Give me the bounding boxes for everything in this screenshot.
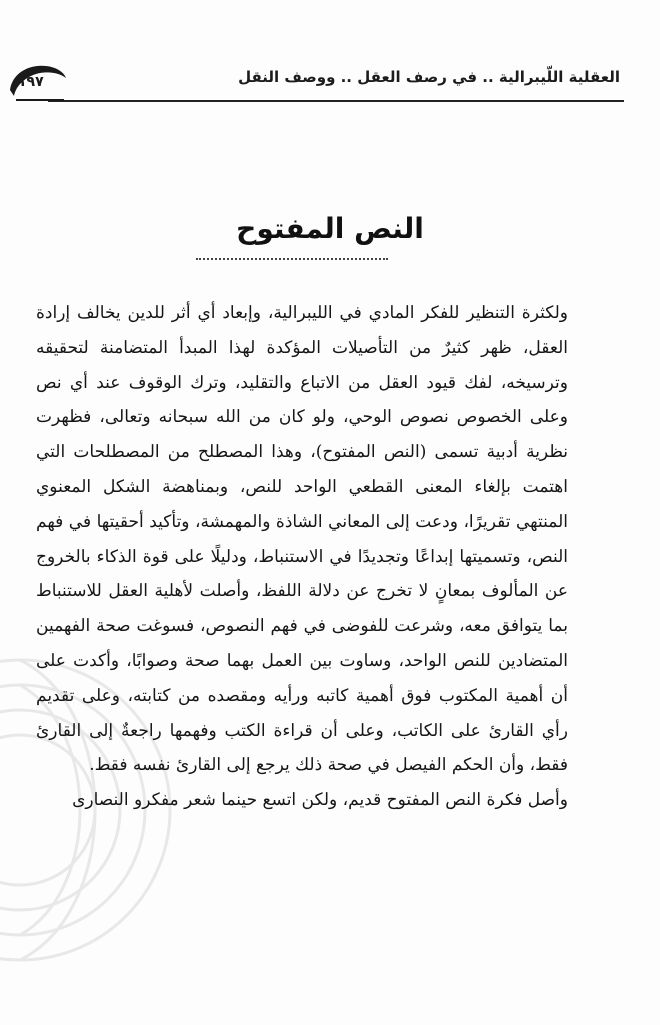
- page-number: ١٩٧: [18, 74, 44, 90]
- body-text: [36, 296, 568, 818]
- paragraph: ولكثرة التنظير للفكر المادي في الليبرالية، وإبعاد أي أثر للدين يخالف إرادة العقل، ظهر كثيرٌ من التأصيلات المؤكدة لهذا المبدأ المتضامنة لتحقيقه وترسيخه، لفك قيود العقل من الاتباع والتقليد، وترك الوقوف عند أي نص وعلى الخصوص نصوص الوحي، ولو كان من الله سبحانه وتعالى، فظهرت نظرية أدبية تسمى (النص المفتوح)، وهذا المصطلح من المصطلحات التي اهتمت بإلغاء المعنى القطعي الواحد للنص، وبمناهضة الشكل المعنوي المنتهي تقريرًا، ودعت إلى المعاني الشاذة والمهمشة، وتأكيد أحقيتها في فهم النص، وتسميتها إبداعًا وتجديدًا في الاستنباط، ودليلًا على قوة الذكاء بالخروج عن المألوف بمعانٍ لا تخرج عن دلالة اللفظ، وأصلت لأهلية العقل للاستنباط بما يتوافق معه، وشرعت للفوضى في فهم النصوص، فسوغت صحة الفهمين المتضادين للنص الواحد، وساوت بين العمل بهما صحة وصوابًا، وأكدت على أن أهمية المكتوب فوق أهمية كاتبه ورأيه ومقصده من كتابته، وعلى تقديم رأي القارئ على الكاتب، وعلى أن قراءة الكتب وفهمها راجعةٌ إلى القارئ فقط، وأن الحكم الفيصل في صحة ذلك يرجع إلى القارئ نفسه فقط.: [36, 303, 568, 776]
- chapter-title: النص المفتوح: [236, 212, 424, 245]
- header-divider: [48, 100, 624, 102]
- running-title-text: العقلية اللّيبرالية .. في رصف العقل .. ووصف النقل: [238, 68, 620, 86]
- paragraph: وأصل فكرة النص المفتوح قديم، ولكن اتسع حينما شعر مفكرو النصارى: [72, 790, 568, 811]
- title-dotted-underline: [196, 258, 388, 260]
